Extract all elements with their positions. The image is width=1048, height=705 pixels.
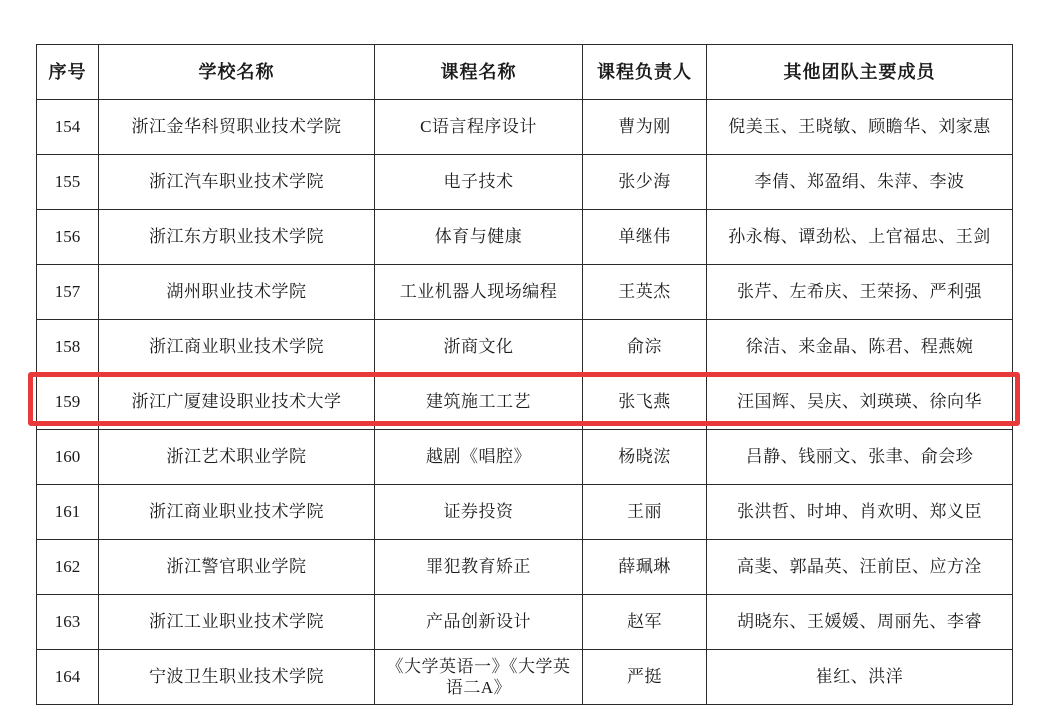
cell-school: 浙江汽车职业技术学院 [99,155,375,210]
cell-leader: 薛珮琳 [583,540,707,595]
cell-index: 158 [37,320,99,375]
cell-course: 《大学英语一》《大学英语二A》 [375,650,583,705]
column-header-index: 序号 [37,45,99,100]
cell-school: 浙江警官职业学院 [99,540,375,595]
cell-index: 159 [37,375,99,430]
cell-members: 崔红、洪洋 [707,650,1013,705]
cell-course: 罪犯教育矫正 [375,540,583,595]
table-row [37,595,1013,650]
cell-school: 浙江广厦建设职业技术大学 [99,375,375,430]
cell-leader: 赵军 [583,595,707,650]
cell-members: 吕静、钱丽文、张聿、俞会珍 [707,430,1013,485]
cell-leader: 张飞燕 [583,375,707,430]
cell-index: 164 [37,650,99,705]
cell-leader: 曹为刚 [583,100,707,155]
cell-course: 越剧《唱腔》 [375,430,583,485]
column-header-leader: 课程负责人 [583,45,707,100]
cell-school: 浙江工业职业技术学院 [99,595,375,650]
cell-members: 徐洁、来金晶、陈君、程燕婉 [707,320,1013,375]
cell-school: 浙江商业职业技术学院 [99,485,375,540]
cell-index: 154 [37,100,99,155]
cell-leader: 王丽 [583,485,707,540]
cell-members: 倪美玉、王晓敏、顾瞻华、刘家惠 [707,100,1013,155]
column-header-school: 学校名称 [99,45,375,100]
cell-index: 162 [37,540,99,595]
cell-members: 胡晓东、王媛媛、周丽先、李睿 [707,595,1013,650]
cell-leader: 严挺 [583,650,707,705]
cell-course: C语言程序设计 [375,100,583,155]
cell-course: 电子技术 [375,155,583,210]
cell-leader: 张少海 [583,155,707,210]
cell-index: 163 [37,595,99,650]
cell-members: 高斐、郭晶英、汪前臣、应方洤 [707,540,1013,595]
column-header-members: 其他团队主要成员 [707,45,1013,100]
table-container [36,44,1012,705]
cell-leader: 单继伟 [583,210,707,265]
cell-course: 证券投资 [375,485,583,540]
cell-school: 浙江商业职业技术学院 [99,320,375,375]
table-row [37,485,1013,540]
table-row-highlighted [37,430,1013,485]
cell-members: 李倩、郑盈绢、朱萍、李波 [707,155,1013,210]
cell-course: 产品创新设计 [375,595,583,650]
cell-members: 张芹、左希庆、王荣扬、严利强 [707,265,1013,320]
table-row [37,210,1013,265]
cell-members: 张洪哲、时坤、肖欢明、郑义臣 [707,485,1013,540]
table-header-row [37,45,1013,100]
cell-leader: 俞淙 [583,320,707,375]
table-row [37,540,1013,595]
cell-index: 161 [37,485,99,540]
cell-school: 浙江东方职业技术学院 [99,210,375,265]
course-table [36,44,1013,705]
table-row [37,375,1013,430]
cell-members: 汪国辉、吴庆、刘瑛瑛、徐向华 [707,375,1013,430]
cell-school: 浙江艺术职业学院 [99,430,375,485]
cell-leader: 王英杰 [583,265,707,320]
cell-school: 湖州职业技术学院 [99,265,375,320]
table-body [37,100,1013,705]
cell-course: 体育与健康 [375,210,583,265]
table-row [37,155,1013,210]
table-row [37,320,1013,375]
table-header [37,45,1013,100]
cell-course: 建筑施工工艺 [375,375,583,430]
cell-leader: 杨晓浤 [583,430,707,485]
cell-members: 孙永梅、谭劲松、上官福忠、王剑 [707,210,1013,265]
cell-school: 宁波卫生职业技术学院 [99,650,375,705]
table-row [37,100,1013,155]
cell-course: 浙商文化 [375,320,583,375]
cell-school: 浙江金华科贸职业技术学院 [99,100,375,155]
cell-index: 156 [37,210,99,265]
cell-index: 155 [37,155,99,210]
cell-index: 157 [37,265,99,320]
cell-course: 工业机器人现场编程 [375,265,583,320]
cell-index: 160 [37,430,99,485]
table-row [37,650,1013,705]
table-row [37,265,1013,320]
column-header-course: 课程名称 [375,45,583,100]
